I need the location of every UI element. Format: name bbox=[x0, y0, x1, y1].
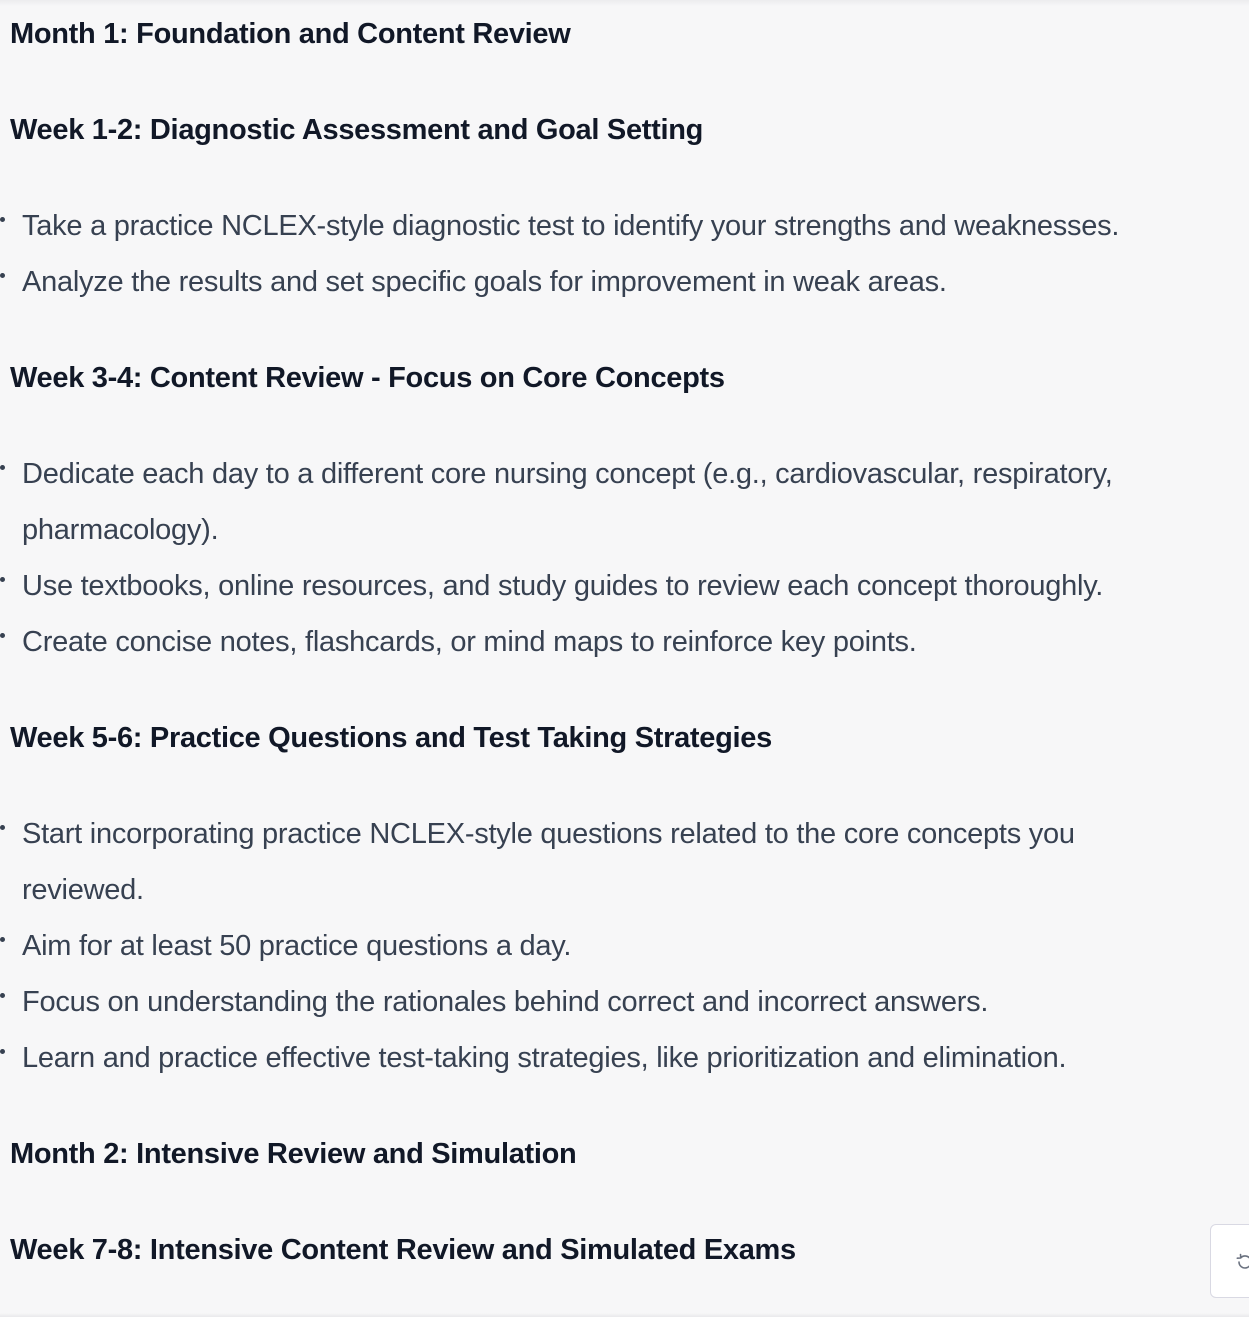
month2-heading: Month 2: Intensive Review and Simulation bbox=[10, 1138, 577, 1170]
bullet-dot bbox=[0, 465, 5, 470]
bottom-edge-shadow bbox=[0, 1313, 1249, 1317]
week5-6-heading: Week 5-6: Practice Questions and Test Taking Strategies bbox=[10, 722, 772, 754]
week5-6-list bbox=[0, 806, 1249, 1086]
bullet-dot bbox=[0, 993, 5, 998]
list-item: Take a practice NCLEX-style diagnostic test to identify your strengths and weaknesses. bbox=[0, 198, 1249, 254]
list-item: Use textbooks, online resources, and study guides to review each concept thoroughly. bbox=[0, 558, 1249, 614]
regenerate-button[interactable] bbox=[1210, 1224, 1249, 1298]
week3-4-list bbox=[0, 446, 1249, 670]
list-item: Aim for at least 50 practice questions a day. bbox=[0, 918, 1249, 974]
bullet-dot bbox=[0, 825, 5, 830]
week3-4-heading: Week 3-4: Content Review - Focus on Core Concepts bbox=[10, 362, 725, 394]
week1-2-heading: Week 1-2: Diagnostic Assessment and Goal Setting bbox=[10, 114, 704, 146]
bullet-dot bbox=[0, 937, 5, 942]
list-item: Focus on understanding the rationales behind correct and incorrect answers. bbox=[0, 974, 1249, 1030]
month1-heading: Month 1: Foundation and Content Review bbox=[10, 18, 571, 50]
list-item: Create concise notes, flashcards, or mind maps to reinforce key points. bbox=[0, 614, 1249, 670]
list-item: Start incorporating practice NCLEX-style questions related to the core concepts you reviewed. bbox=[0, 806, 1249, 918]
week1-2-list bbox=[0, 198, 1249, 310]
refresh-icon bbox=[1235, 1252, 1249, 1272]
bullet-dot bbox=[0, 633, 5, 638]
list-item: Learn and practice effective test-taking strategies, like prioritization and elimination. bbox=[0, 1030, 1249, 1086]
bullet-dot bbox=[0, 1049, 5, 1054]
bullet-dot bbox=[0, 273, 5, 278]
list-item: Analyze the results and set specific goals for improvement in weak areas. bbox=[0, 254, 1249, 310]
list-item: Dedicate each day to a different core nursing concept (e.g., cardiovascular, respiratory, pharmacology). bbox=[0, 446, 1249, 558]
bullet-dot bbox=[0, 577, 5, 582]
bullet-dot bbox=[0, 217, 5, 222]
top-edge-shadow bbox=[0, 0, 1249, 6]
week7-8-heading: Week 7-8: Intensive Content Review and Simulated Exams bbox=[10, 1234, 796, 1266]
